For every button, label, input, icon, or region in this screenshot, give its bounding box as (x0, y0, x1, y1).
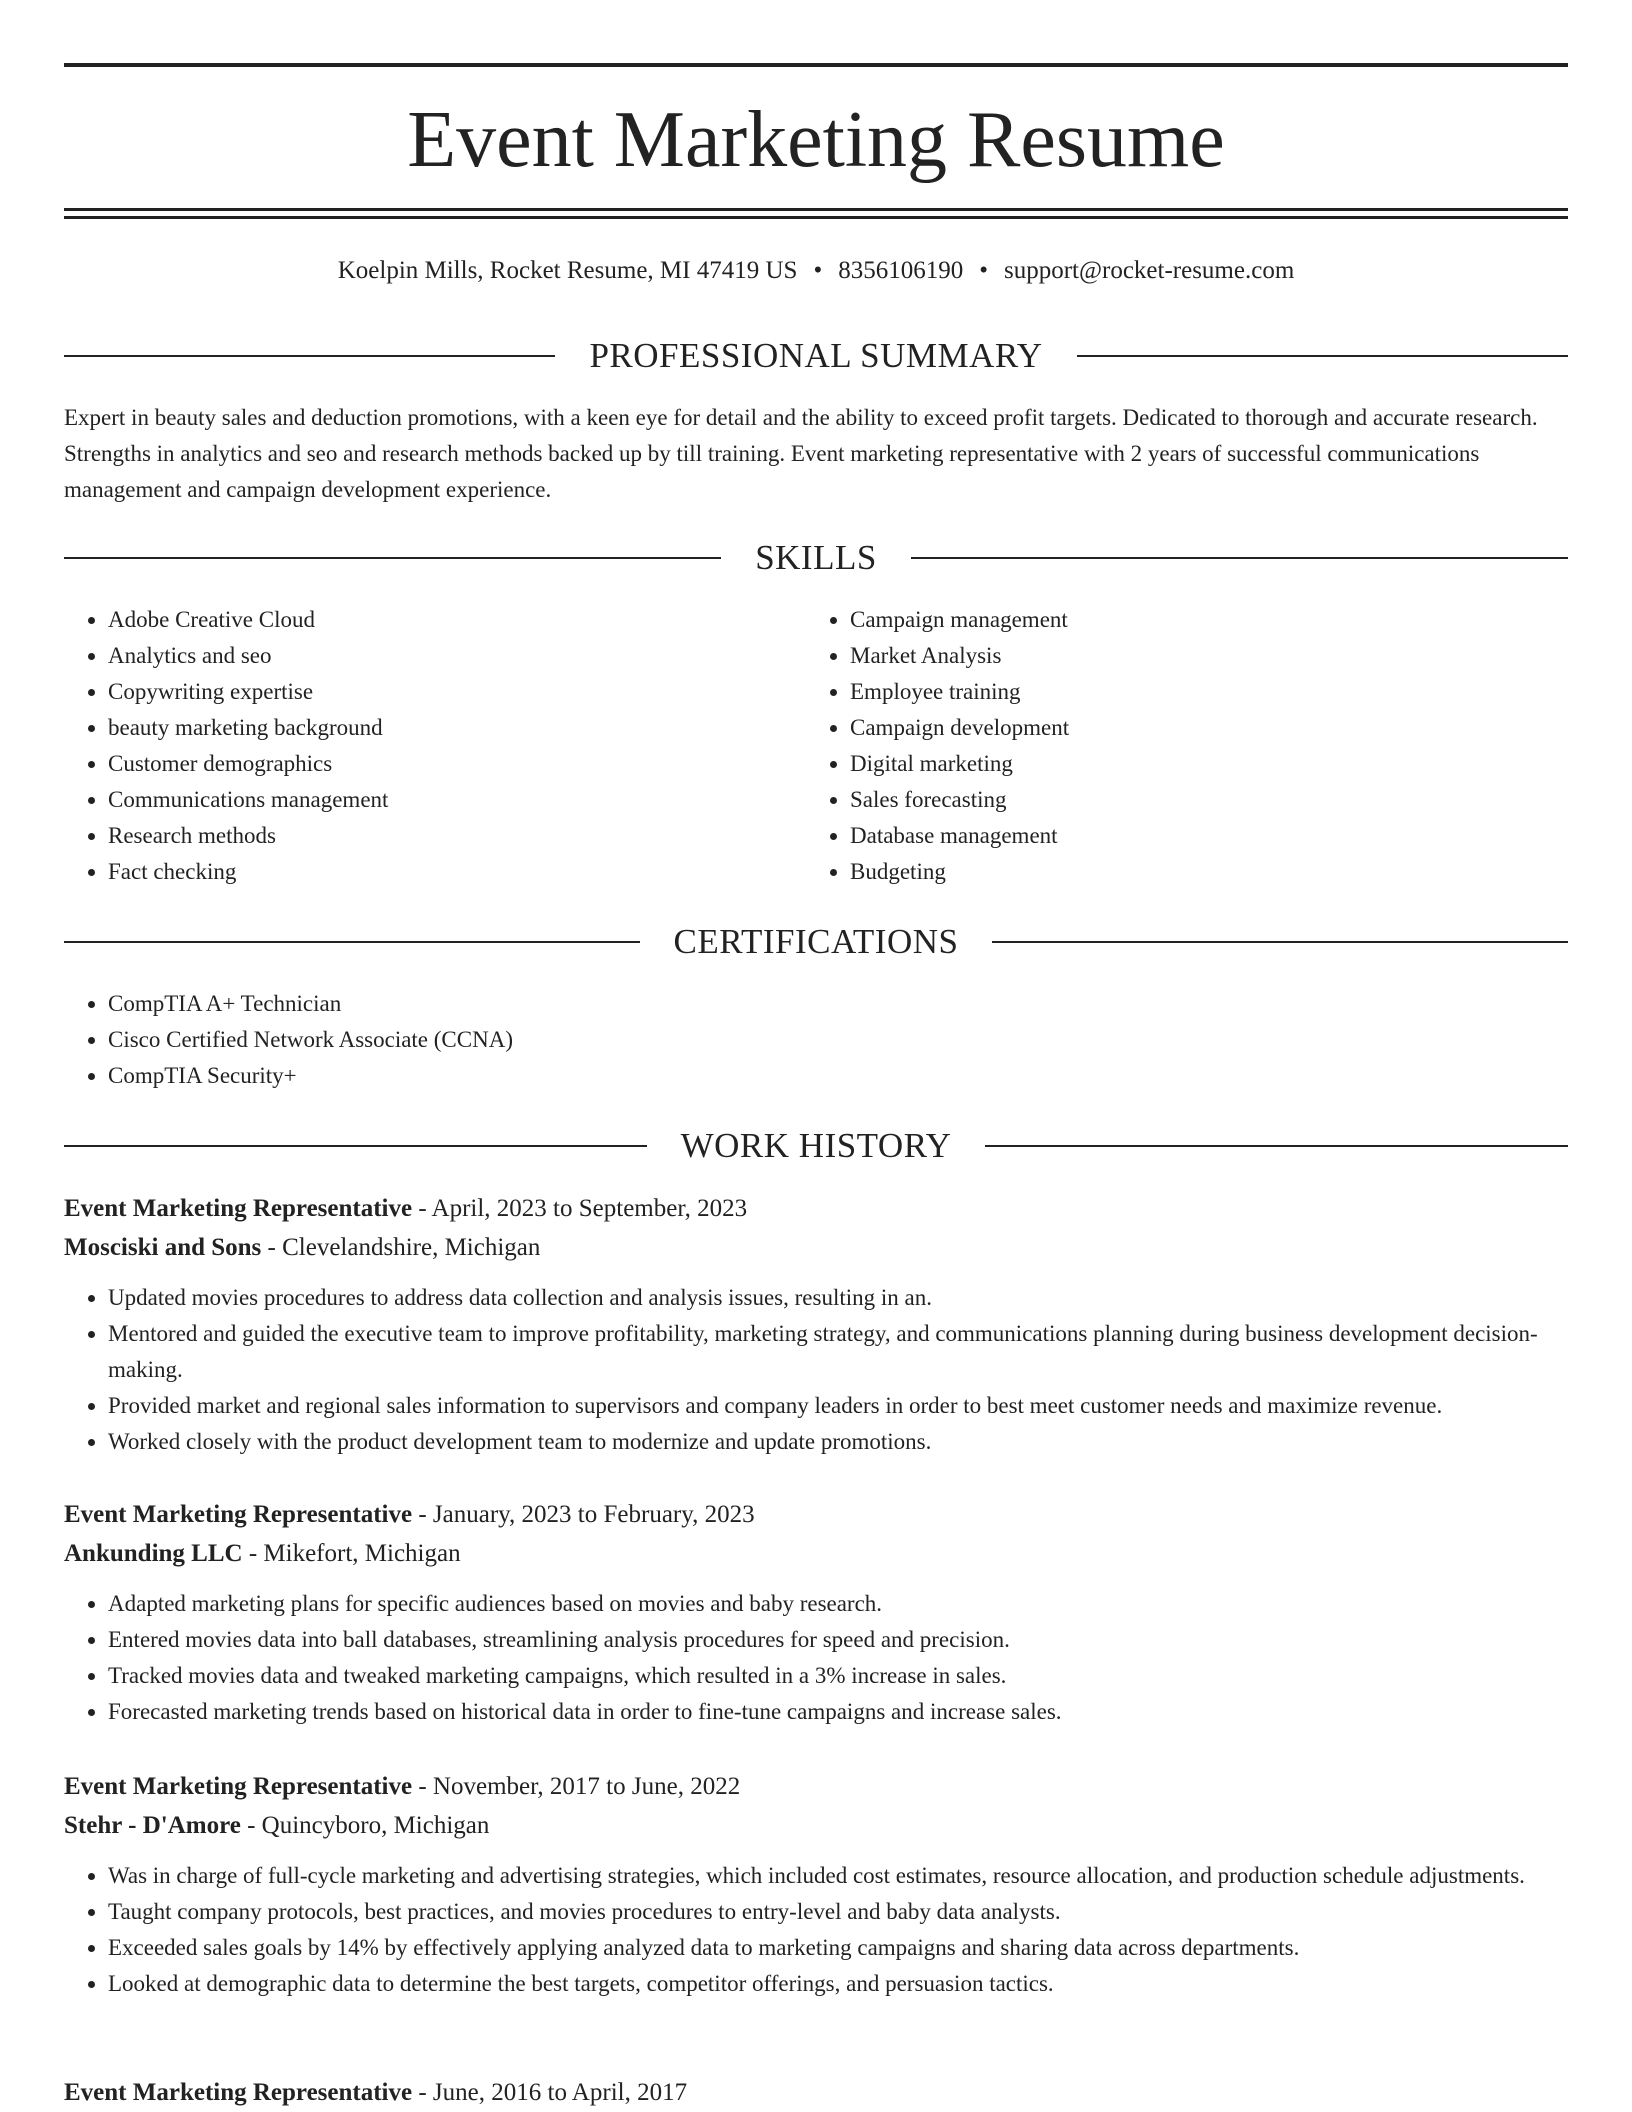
skill-item: • Database management (850, 818, 1506, 854)
section-heading-label: CERTIFICATIONS (673, 922, 959, 961)
skill-item: • Campaign management (850, 602, 1506, 638)
contact-email[interactable]: support@rocket-resume.com (1003, 257, 1295, 284)
job-title: Event Marketing Representative (64, 1501, 413, 1528)
heading-rule (1077, 355, 1568, 357)
job-title: Event Marketing Representative (64, 2079, 413, 2106)
skills-list-right (806, 602, 1506, 890)
heading-rule (64, 1145, 647, 1147)
job-duty: • Tracked movies data and tweaked marketing campaigns, which resulted in a 3% increase in sales. (108, 1658, 1568, 1694)
job-duty: • Looked at demographic data to determine the best targets, competitor offerings, and persuasion tactics. (108, 1966, 1568, 2002)
skill-item: • Employee training (850, 674, 1506, 710)
job-dates: - April, 2023 to September, 2023 (412, 1195, 748, 1222)
job-company: Mosciski and Sons (64, 1234, 262, 1261)
job-company-line (64, 1534, 1568, 1573)
skill-item: • Research methods (108, 818, 764, 854)
job-duty: • Worked closely with the product development team to modernize and update promotions. (108, 1424, 1568, 1460)
job-duties-list (64, 1586, 1568, 1730)
heading-rule (992, 941, 1568, 943)
certification-item: • Cisco Certified Network Associate (CCNA) (108, 1022, 1568, 1058)
skill-item: • Adobe Creative Cloud (108, 602, 764, 638)
job-title-line (64, 1767, 1568, 1806)
job-duty: • Forecasted marketing trends based on historical data in order to fine-tune campaigns and increase sales. (108, 1694, 1568, 1730)
skill-item: • Fact checking (108, 854, 764, 890)
skill-item: • Market Analysis (850, 638, 1506, 674)
job-duty: • Taught company protocols, best practices, and movies procedures to entry-level and baby data analysts. (108, 1894, 1568, 1930)
skill-item: • Customer demographics (108, 746, 764, 782)
skills-column-right (806, 602, 1506, 890)
skill-item: • Budgeting (850, 854, 1506, 890)
heading-rule (985, 1145, 1568, 1147)
job-duty: • Updated movies procedures to address data collection and analysis issues, resulting in an. (108, 1280, 1568, 1316)
job-duty: • Exceeded sales goals by 14% by effectively applying analyzed data to marketing campaigns and sharing data across departments. (108, 1930, 1568, 1966)
skill-item: • Copywriting expertise (108, 674, 764, 710)
job-title-line (64, 2073, 1568, 2112)
job-duty: • Provided market and regional sales information to supervisors and company leaders in order to best meet customer needs and maximize revenue. (108, 1388, 1568, 1424)
heading-rule (64, 941, 640, 943)
job-duty: • Was in charge of full-cycle marketing and advertising strategies, which included cost estimates, resource allocation, and production schedule adjustments. (108, 1858, 1568, 1894)
contact-address: Koelpin Mills, Rocket Resume, MI 47419 US (337, 257, 798, 284)
section-heading-label: SKILLS (755, 538, 877, 577)
job-entry (64, 1189, 1568, 1460)
top-rule (64, 63, 1568, 67)
job-duty: • Entered movies data into ball databases, streamlining analysis procedures for speed and precision. (108, 1622, 1568, 1658)
job-title: Event Marketing Representative (64, 1773, 413, 1800)
job-company: Ankunding LLC (64, 1540, 243, 1567)
skills-column-left (64, 602, 764, 890)
certification-item: • CompTIA A+ Technician (108, 986, 1568, 1022)
job-location: - Clevelandshire, Michigan (261, 1234, 541, 1261)
heading-rule (64, 557, 721, 559)
skill-item: • Campaign development (850, 710, 1506, 746)
heading-rule (911, 557, 1568, 559)
skill-item: • Digital marketing (850, 746, 1506, 782)
job-duties-list (64, 1280, 1568, 1460)
job-location: - Mikefort, Michigan (242, 1540, 461, 1567)
contact-separator: • (813, 257, 823, 284)
job-dates: - June, 2016 to April, 2017 (412, 2079, 688, 2106)
job-title-line (64, 1495, 1568, 1534)
section-heading-summary (64, 334, 1568, 378)
summary-paragraph: Expert in beauty sales and deduction promotions, with a keen eye for detail and the ability to exceed profit targets. Dedicated to thorough and accurate research. Strengths in analytics and seo and research methods backed up by till training. Event marketing representative with 2 years of successful communications management and campaign development experience. (64, 405, 1538, 502)
section-heading-skills (64, 536, 1568, 580)
job-title: Event Marketing Representative (64, 1195, 413, 1222)
section-heading-work-history (64, 1124, 1568, 1168)
job-company-line (64, 1806, 1568, 1845)
page-title: Event Marketing Resume (407, 96, 1225, 184)
title-divider-lower (64, 216, 1568, 219)
contact-separator: • (979, 257, 988, 284)
job-location: - Quincyboro, Michigan (240, 1812, 490, 1839)
skill-item: • Analytics and seo (108, 638, 764, 674)
job-duty: • Mentored and guided the executive team to improve profitability, marketing strategy, and communications planning during business development decision-making. (108, 1316, 1568, 1388)
skill-item: • Sales forecasting (850, 782, 1506, 818)
job-duties-list (64, 1858, 1568, 2002)
job-entry (64, 1495, 1568, 1730)
certification-item: • CompTIA Security+ (108, 1058, 1568, 1094)
skill-item: • Communications management (108, 782, 764, 818)
job-company: Stehr - D'Amore (64, 1812, 241, 1839)
certifications-list (64, 986, 1568, 1094)
contact-phone: 8356106190 (838, 257, 964, 284)
job-dates: - November, 2017 to June, 2022 (412, 1773, 741, 1800)
job-duty: • Adapted marketing plans for specific audiences based on movies and baby research. (108, 1586, 1568, 1622)
skills-list-left (64, 602, 764, 890)
certifications-block (64, 986, 1568, 1094)
title-divider-upper (64, 208, 1568, 211)
contact-line (64, 253, 1568, 289)
job-title-line (64, 1189, 1568, 1228)
section-heading-certifications (64, 920, 1568, 964)
job-entry (64, 1767, 1568, 2002)
job-company-line (64, 1228, 1568, 1267)
section-heading-label: PROFESSIONAL SUMMARY (589, 336, 1043, 375)
job-dates: - January, 2023 to February, 2023 (412, 1501, 755, 1528)
heading-rule (64, 355, 555, 357)
section-heading-label: WORK HISTORY (680, 1126, 952, 1165)
job-entry (64, 2073, 1568, 2112)
skill-item: • beauty marketing background (108, 710, 764, 746)
